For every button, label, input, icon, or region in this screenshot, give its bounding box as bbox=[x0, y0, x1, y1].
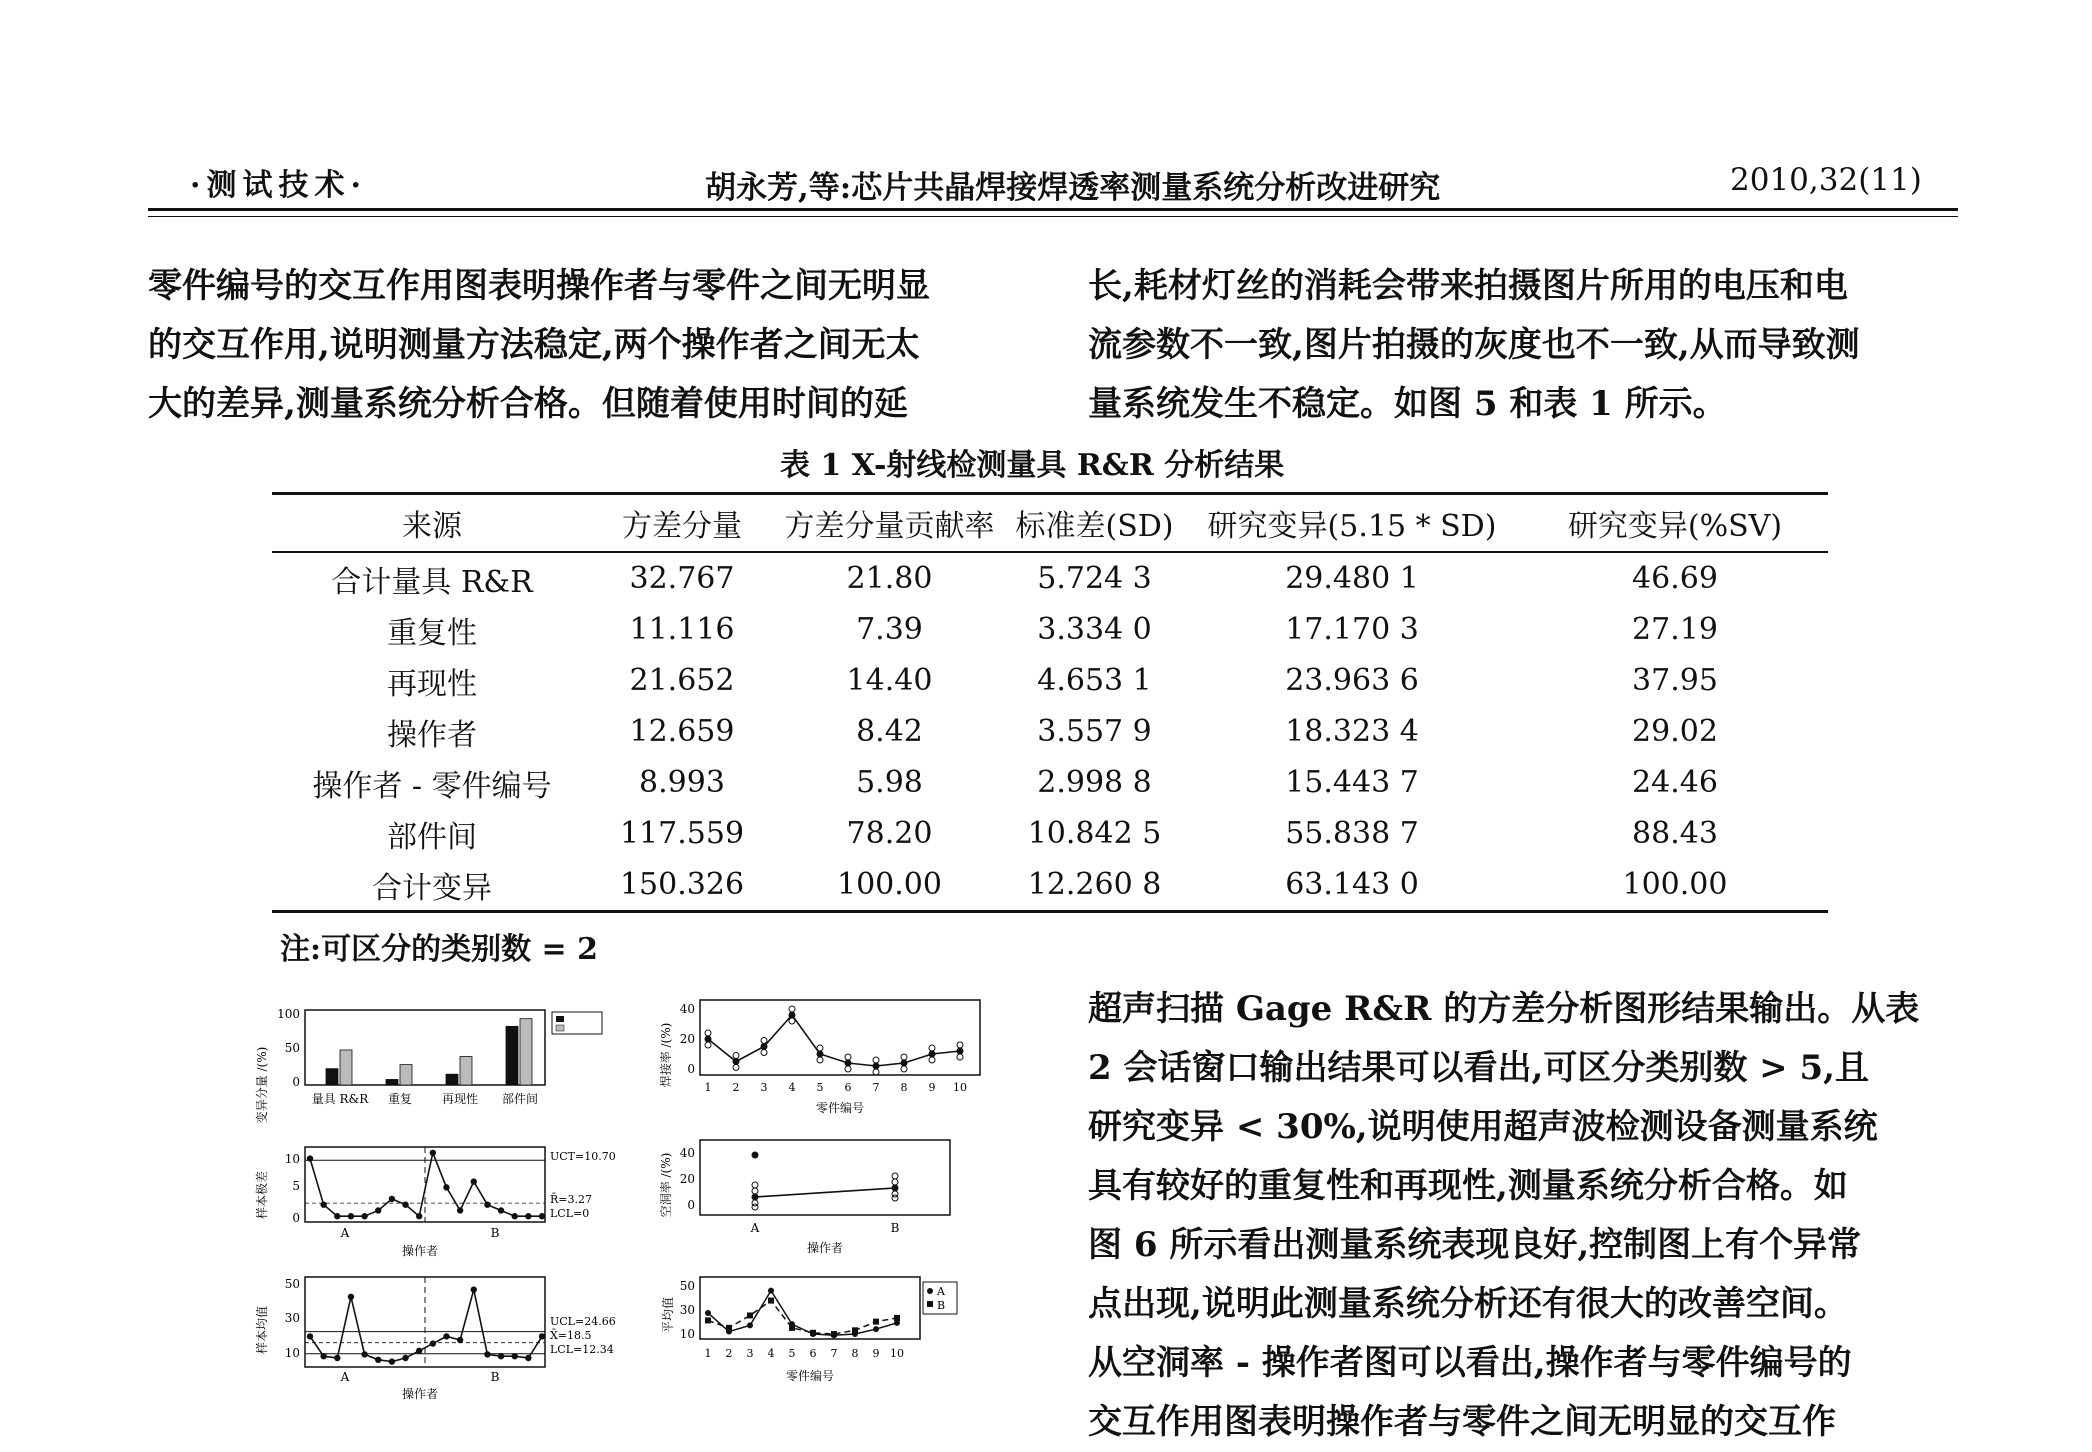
legend-label: A bbox=[937, 1285, 945, 1298]
data-point bbox=[705, 1042, 711, 1048]
data-point bbox=[416, 1213, 422, 1219]
table-cell: 46.69 bbox=[1632, 561, 1718, 596]
tick-label: 7 bbox=[872, 1081, 880, 1094]
chart-void-rate-by-operator bbox=[658, 1140, 950, 1255]
data-point bbox=[471, 1178, 477, 1184]
axis-label-y: 空洞率 /(%) bbox=[659, 1152, 673, 1218]
tick-label: 8 bbox=[900, 1081, 908, 1094]
data-point bbox=[334, 1213, 340, 1219]
tick-label: 8 bbox=[851, 1347, 859, 1360]
series-line-A bbox=[708, 1291, 897, 1336]
data-point bbox=[443, 1333, 449, 1339]
data-point bbox=[892, 1195, 898, 1201]
tick-label: 3 bbox=[746, 1347, 754, 1360]
table-cell: 11.116 bbox=[629, 612, 735, 647]
data-point bbox=[348, 1294, 354, 1300]
tick-label: 6 bbox=[809, 1347, 817, 1360]
bar bbox=[506, 1026, 518, 1085]
table-cell: 32.767 bbox=[629, 561, 735, 596]
data-point bbox=[484, 1351, 490, 1357]
tick-label: 部件间 bbox=[501, 1092, 539, 1106]
table-cell: 合计变异 bbox=[272, 859, 592, 912]
plot-frame bbox=[700, 1140, 950, 1215]
tick-label: 20 bbox=[679, 1032, 695, 1046]
tick-label: 10 bbox=[953, 1081, 967, 1094]
paragraph-line: 长,耗材灯丝的消耗会带来拍摄图片所用的电压和电 bbox=[1088, 266, 1848, 306]
table-cell: 88.43 bbox=[1632, 816, 1718, 851]
chart-sample-range bbox=[254, 1147, 616, 1258]
table-cell: 14.40 bbox=[846, 663, 933, 698]
data-point bbox=[539, 1213, 545, 1219]
tick-label: 0 bbox=[292, 1211, 300, 1225]
lcl-label: LCL=12.34 bbox=[550, 1343, 614, 1356]
table-row bbox=[272, 808, 1828, 859]
data-point bbox=[375, 1357, 381, 1363]
table-cell: 8.42 bbox=[856, 714, 923, 749]
tick-label: 100 bbox=[277, 1007, 300, 1021]
axis-label-x: 零件编号 bbox=[785, 1369, 835, 1383]
data-point bbox=[957, 1054, 963, 1060]
data-point bbox=[361, 1351, 367, 1357]
legend-marker-b bbox=[927, 1301, 933, 1307]
column-header: 标准差(SD) bbox=[1007, 494, 1182, 553]
paragraph-line: 量系统发生不稳定。如图 5 和表 1 所示。 bbox=[1088, 384, 1727, 424]
data-point bbox=[901, 1066, 907, 1072]
bar bbox=[446, 1074, 458, 1085]
bar bbox=[326, 1069, 338, 1085]
table-cell: 4.653 1 bbox=[1037, 663, 1152, 698]
paragraph-line: 从空洞率 - 操作者图可以看出,操作者与零件编号的 bbox=[1088, 1343, 1852, 1383]
axis-label-y: 平均值 bbox=[661, 1296, 675, 1334]
table-cell: 63.143 0 bbox=[1182, 859, 1522, 912]
tick-label: 0 bbox=[687, 1062, 695, 1076]
bar bbox=[386, 1079, 398, 1085]
table-cell: 24.46 bbox=[1632, 765, 1718, 800]
tick-label: 50 bbox=[284, 1041, 300, 1055]
data-point bbox=[892, 1179, 898, 1185]
table-cell: 117.559 bbox=[619, 816, 745, 851]
table-cell: 29.480 1 bbox=[1285, 561, 1419, 596]
paragraph-line: 的交互作用,说明测量方法稳定,两个操作者之间无太 bbox=[148, 325, 920, 365]
tick-label: 2 bbox=[732, 1081, 740, 1094]
tick-label: 50 bbox=[679, 1279, 695, 1293]
data-point bbox=[892, 1173, 898, 1179]
axis-label-x: 操作者 bbox=[806, 1241, 844, 1255]
left-column-text bbox=[148, 257, 930, 434]
tick-label: 1 bbox=[704, 1081, 712, 1094]
group-label: B bbox=[490, 1226, 500, 1240]
data-point bbox=[320, 1353, 326, 1359]
data-point bbox=[733, 1053, 739, 1059]
data-point bbox=[845, 1054, 851, 1060]
tick-label: 40 bbox=[679, 1002, 695, 1016]
paragraph-line: 零件编号的交互作用图表明操作者与零件之间无明显 bbox=[148, 266, 930, 306]
tick-label: 量具 R&R bbox=[311, 1092, 369, 1106]
table-cell: 操作者 - 零件编号 bbox=[312, 768, 552, 804]
group-label: A bbox=[340, 1226, 350, 1240]
right-column-text-top bbox=[1088, 257, 1860, 434]
mean-point bbox=[752, 1194, 759, 1201]
paragraph-line: 超声扫描 Gage R&R 的方差分析图形结果输出。从表 bbox=[1088, 989, 1920, 1029]
data-point bbox=[471, 1286, 477, 1292]
data-point bbox=[443, 1184, 449, 1190]
table-cell: 操作者 bbox=[387, 717, 477, 753]
legend-swatch-light bbox=[556, 1025, 564, 1031]
tick-label: 10 bbox=[284, 1346, 300, 1360]
data-point bbox=[307, 1333, 313, 1339]
tick-label: 7 bbox=[830, 1347, 838, 1360]
table-row bbox=[272, 706, 1828, 757]
tick-label: 9 bbox=[872, 1347, 880, 1360]
data-point bbox=[761, 1050, 767, 1056]
data-point bbox=[817, 1057, 823, 1063]
axis-label-y: 变异分量 /(%) bbox=[255, 1046, 269, 1124]
axis-label-y: 样本均值 bbox=[255, 1305, 269, 1355]
paragraph-line: 大的差异,测量系统分析合格。但随着使用时间的延 bbox=[148, 384, 908, 424]
table-cell: 再现性 bbox=[387, 666, 477, 702]
axis-label-y: 焊接率 /(%) bbox=[659, 1022, 673, 1088]
bar bbox=[460, 1057, 472, 1085]
tick-label: 1 bbox=[704, 1347, 712, 1360]
tick-label: 4 bbox=[788, 1081, 796, 1094]
rr-analysis-table bbox=[272, 492, 1828, 913]
axis-label-y: 样本极差 bbox=[255, 1170, 269, 1220]
table-row bbox=[272, 859, 1828, 912]
data-point bbox=[525, 1355, 531, 1361]
axis-label-x: 操作者 bbox=[401, 1387, 439, 1401]
table-cell: 8.993 bbox=[639, 765, 725, 800]
chart-sample-mean bbox=[254, 1277, 616, 1401]
table-cell: 21.80 bbox=[846, 561, 933, 596]
table-cell: 3.557 9 bbox=[1037, 714, 1152, 749]
tick-label: 10 bbox=[890, 1347, 904, 1360]
data-point bbox=[789, 1006, 795, 1012]
data-point bbox=[929, 1045, 935, 1051]
data-point bbox=[752, 1182, 758, 1188]
table-cell: 21.652 bbox=[629, 663, 735, 698]
chart-interaction bbox=[660, 1277, 957, 1383]
chart-variance-components bbox=[254, 1007, 602, 1123]
paragraph-line: 流参数不一致,图片拍摄的灰度也不一致,从而导致测 bbox=[1088, 325, 1860, 365]
tick-label: 5 bbox=[292, 1179, 300, 1193]
table-row bbox=[272, 757, 1828, 808]
table-row bbox=[272, 552, 1828, 604]
tick-label: 20 bbox=[679, 1172, 695, 1186]
table-row bbox=[272, 655, 1828, 706]
table-cell: 12.260 8 bbox=[1007, 859, 1182, 912]
tick-label: 30 bbox=[284, 1311, 300, 1325]
data-point bbox=[873, 1069, 879, 1075]
data-point bbox=[348, 1213, 354, 1219]
tick-label: B bbox=[890, 1221, 900, 1235]
data-point bbox=[484, 1201, 490, 1207]
series-line bbox=[708, 1015, 960, 1066]
chart-weld-rate-by-part bbox=[658, 1000, 980, 1115]
data-point bbox=[957, 1042, 963, 1048]
tick-label: 2 bbox=[725, 1347, 733, 1360]
table-cell: 150.326 bbox=[592, 859, 772, 912]
column-header: 来源 bbox=[272, 494, 592, 553]
data-point bbox=[389, 1196, 395, 1202]
tick-label: 5 bbox=[788, 1347, 796, 1360]
center-label: X̄=18.5 bbox=[550, 1329, 592, 1342]
data-point bbox=[430, 1150, 436, 1156]
tick-label: 3 bbox=[760, 1081, 768, 1094]
table-cell: 重复性 bbox=[387, 615, 477, 651]
series-line bbox=[310, 1153, 542, 1216]
column-header: 研究变异(%SV) bbox=[1522, 494, 1828, 553]
table-cell: 5.724 3 bbox=[1037, 561, 1152, 596]
table-cell: 12.659 bbox=[629, 714, 735, 749]
tick-label: 4 bbox=[767, 1347, 775, 1360]
data-point bbox=[525, 1213, 531, 1219]
data-point bbox=[307, 1155, 313, 1161]
data-point bbox=[845, 1066, 851, 1072]
running-title: 胡永芳,等:芯片共晶焊接焊透率测量系统分析改进研究 bbox=[705, 170, 1441, 206]
table-cell: 7.39 bbox=[856, 612, 923, 647]
data-point bbox=[761, 1038, 767, 1044]
center-label: R̄=3.27 bbox=[550, 1193, 592, 1206]
tick-label: 再现性 bbox=[441, 1092, 479, 1106]
table-cell: 27.19 bbox=[1632, 612, 1718, 647]
data-point bbox=[901, 1054, 907, 1060]
column-header: 方差分量贡献率 bbox=[772, 494, 1007, 553]
axis-label-x: 操作者 bbox=[401, 1244, 439, 1258]
group-label: A bbox=[340, 1370, 350, 1384]
data-point bbox=[705, 1030, 711, 1036]
table-cell: 3.334 0 bbox=[1037, 612, 1152, 647]
data-point bbox=[498, 1353, 504, 1359]
paragraph-line: 研究变异 < 30%,说明使用超声波检测设备测量系统 bbox=[1088, 1107, 1878, 1147]
data-point bbox=[512, 1353, 518, 1359]
header-rule-thick bbox=[148, 208, 1958, 211]
tick-label: 30 bbox=[679, 1303, 695, 1317]
table-note: 注:可区分的类别数 = 2 bbox=[280, 932, 598, 967]
table-cell: 55.838 7 bbox=[1285, 816, 1419, 851]
column-header: 研究变异(5.15 * SD) bbox=[1182, 494, 1522, 553]
table-cell: 23.963 6 bbox=[1285, 663, 1419, 698]
data-point bbox=[457, 1207, 463, 1213]
bar bbox=[340, 1050, 352, 1085]
data-point bbox=[320, 1201, 326, 1207]
tick-label: A bbox=[750, 1221, 760, 1235]
data-point bbox=[498, 1207, 504, 1213]
table-cell: 15.443 7 bbox=[1285, 765, 1419, 800]
table-header-row bbox=[272, 494, 1828, 553]
data-point bbox=[402, 1201, 408, 1207]
data-point bbox=[334, 1355, 340, 1361]
plot-frame bbox=[700, 1000, 980, 1075]
table-cell: 100.00 bbox=[772, 859, 1007, 912]
tick-label: 重复 bbox=[387, 1092, 413, 1106]
lcl-label: LCL=0 bbox=[550, 1207, 590, 1220]
tick-label: 9 bbox=[928, 1081, 936, 1094]
data-point bbox=[733, 1065, 739, 1071]
paragraph-line: 2 会话窗口输出结果可以看出,可区分类别数 > 5,且 bbox=[1088, 1048, 1869, 1088]
tick-label: 10 bbox=[284, 1152, 300, 1166]
table-row bbox=[272, 604, 1828, 655]
issue-number: 2010,32(11) bbox=[1730, 162, 1922, 198]
group-label: B bbox=[490, 1370, 500, 1384]
data-point bbox=[389, 1358, 395, 1364]
ucl-label: UCT=10.70 bbox=[550, 1150, 616, 1163]
data-point bbox=[457, 1337, 463, 1343]
table-cell: 部件间 bbox=[387, 819, 477, 855]
table-cell: 29.02 bbox=[1632, 714, 1718, 749]
tick-label: 0 bbox=[687, 1198, 695, 1212]
tick-label: 50 bbox=[284, 1277, 300, 1291]
table-title: 表 1 X-射线检测量具 R&R 分析结果 bbox=[780, 448, 1285, 483]
legend-marker-a bbox=[927, 1288, 933, 1294]
legend-swatch-dark bbox=[556, 1016, 564, 1022]
bar bbox=[400, 1065, 412, 1085]
data-point bbox=[929, 1057, 935, 1063]
tick-label: 6 bbox=[844, 1081, 852, 1094]
legend-label: B bbox=[937, 1299, 946, 1312]
paragraph-line: 点出现,说明此测量系统分析还有很大的改善空间。 bbox=[1088, 1284, 1848, 1324]
table-cell: 37.95 bbox=[1632, 663, 1718, 698]
data-point bbox=[416, 1348, 422, 1354]
tick-label: 40 bbox=[679, 1146, 695, 1160]
right-column-text-bottom bbox=[1088, 980, 1919, 1452]
tick-label: 10 bbox=[679, 1327, 695, 1341]
paragraph-line: 图 6 所示看出测量系统表现良好,控制图上有个异常 bbox=[1088, 1225, 1862, 1265]
header-rule-thin bbox=[148, 216, 1958, 217]
table-cell: 17.170 3 bbox=[1285, 612, 1419, 647]
paragraph-line: 具有较好的重复性和再现性,测量系统分析合格。如 bbox=[1088, 1166, 1848, 1206]
mean-line bbox=[755, 1188, 895, 1197]
table-cell: 2.998 8 bbox=[1037, 765, 1152, 800]
axis-label-x: 零件编号 bbox=[815, 1101, 865, 1115]
table-cell: 5.98 bbox=[856, 765, 923, 800]
outlier-point bbox=[752, 1152, 759, 1159]
data-point bbox=[873, 1057, 879, 1063]
table-cell: 100.00 bbox=[1522, 859, 1828, 912]
table-cell: 10.842 5 bbox=[1027, 816, 1162, 851]
data-point bbox=[361, 1213, 367, 1219]
data-point bbox=[402, 1355, 408, 1361]
bar bbox=[520, 1019, 532, 1085]
gage-rr-figure bbox=[230, 985, 1030, 1435]
mean-point bbox=[892, 1185, 899, 1192]
paragraph-line: 交互作用图表明操作者与零件之间无明显的交互作 bbox=[1088, 1402, 1836, 1442]
table-cell: 78.20 bbox=[846, 816, 933, 851]
data-point bbox=[430, 1340, 436, 1346]
table-cell: 18.323 4 bbox=[1285, 714, 1419, 749]
column-header: 方差分量 bbox=[592, 494, 772, 553]
data-point bbox=[752, 1188, 758, 1194]
series-line bbox=[310, 1290, 542, 1362]
section-label: ·测试技术· bbox=[190, 168, 367, 203]
data-point bbox=[752, 1204, 758, 1210]
data-point bbox=[375, 1207, 381, 1213]
data-point bbox=[539, 1333, 545, 1339]
ucl-label: UCL=24.66 bbox=[550, 1315, 616, 1328]
data-point bbox=[512, 1213, 518, 1219]
tick-label: 0 bbox=[292, 1075, 300, 1089]
table-cell: 合计量具 R&R bbox=[331, 564, 533, 600]
tick-label: 5 bbox=[816, 1081, 824, 1094]
